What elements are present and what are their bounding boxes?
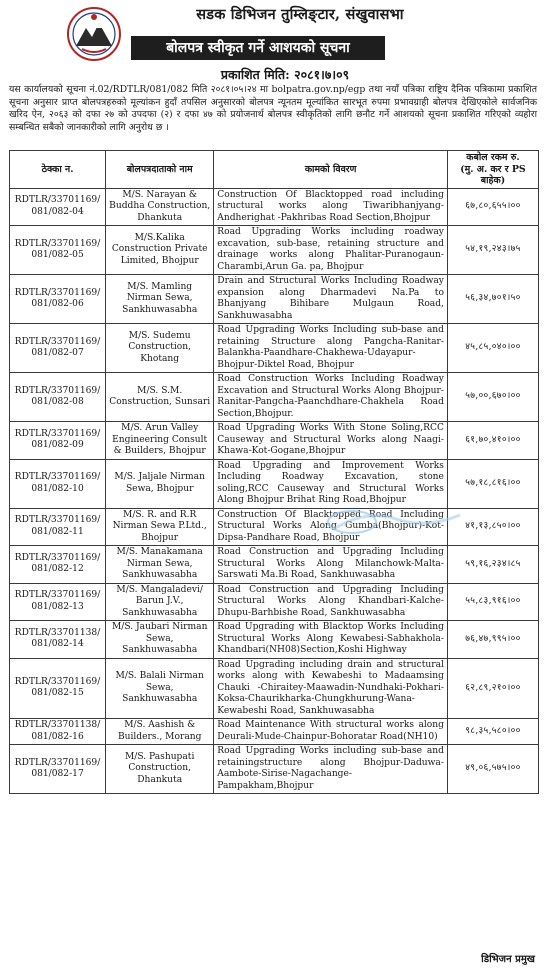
header-bidder-name: बोलपत्रदाताको नाम <box>106 151 214 189</box>
table-row <box>10 745 539 794</box>
bid-amount-cell: ६७,८०,६५५।०० <box>447 188 538 226</box>
table-row <box>10 422 539 460</box>
tender-no-cell: RDTLR/33701169/ 081/082-15 <box>10 658 106 719</box>
intro-paragraph: यस कार्यालयको सूचना नं.02/RDTLR/081/082 मिति २०८१।०५।२४ मा bolpatra.gov.np/egp तथा नयाँ पत्रिका राष्ट्रिय दैनिक पत्रिकामा प्रकाशित सूचना अनुसार प्राप्त बोलपत्रहरुको मूल्यांकन हुदाँ तपसिल अनुसारको बोलपत्र न्यूनतम मूल्यांकित सारभूत रुपमा प्रभावग्राही बोलपत्र देखिएकोले सार्वजनिक खरिद ऐन, २०६३ को दफा २७ को उपदफा (२) र दफा ४७ को प्रयोजनार्थ बोलपत्र स्वीकृतिको लागि छनौट गर्ने आशयको सूचना प्रकाशित गरिएको व्यहोरा सम्बन्धित सबैको जानकारीको लागि अनुरोध छ । <box>9 84 537 133</box>
bid-amount-cell: ५६,३४,७०१।५० <box>447 275 538 324</box>
bidder-name-cell: M/S. Arun Valley Engineering Consult & Builders, Bhojpur <box>106 422 214 460</box>
bid-amount-cell: ४९,०६,५७५।०० <box>447 745 538 794</box>
tender-no-cell: RDTLR/33701169/ 081/082-06 <box>10 275 106 324</box>
bidder-name-cell: M/S. Jaubari Nirman Sewa, Sankhuwasabha <box>106 621 214 659</box>
work-description-cell: Road Upgrading Works including roadway excavation, sub-base, retaining structure and drainage works along Phalitar-Puranogaun-Charambi,Arun Ga. pa, Bhojpur <box>214 226 448 275</box>
awarded-bids-table <box>9 150 539 794</box>
bidder-name-cell: M/S. S.M. Construction, Sunsari <box>106 373 214 422</box>
header-bid-amount <box>447 151 538 189</box>
table-row <box>10 226 539 275</box>
work-description-cell: Road Upgrading with Blacktop Works Including Structural Works Along Kewabesi-Sabhakhola-Khandbari(NH08)Section,Koshi Highway <box>214 621 448 659</box>
table-row <box>10 324 539 373</box>
bidder-name-cell: M/S. Balali Nirman Sewa, Sankhuwasabha <box>106 658 214 719</box>
table-row <box>10 373 539 422</box>
table-row <box>10 275 539 324</box>
bid-amount-cell: ६१,७०,४१०।०० <box>447 422 538 460</box>
bidder-name-cell: M/S. Sudemu Construction, Khotang <box>106 324 214 373</box>
notice-title-banner: बोलपत्र स्वीकृत गर्ने आशयको सूचना <box>131 36 385 60</box>
work-description-cell: Road Upgrading including drain and structural works along with Kewabeshi to Madaamsing Chauki -Chiraitey-Maawadin-Nundhaki-Pokhari-Koksa-Chaurikharka-Chungkhurung-Wana-Kewabeshi Road, Sankhuwasabha <box>214 658 448 719</box>
bidder-name-cell: M/S. Narayan & Buddha Construction, Dhankuta <box>106 188 214 226</box>
tender-no-cell: RDTLR/33701169/ 081/082-17 <box>10 745 106 794</box>
header-amount-line1: कबोल रकम रु. <box>466 152 520 163</box>
tender-no-cell: RDTLR/33701169/ 081/082-05 <box>10 226 106 275</box>
work-description-cell: Road Upgrading Works With Stone Soling,RCC Causeway and Structural Works along Naagi-Khawa-Kot-Gogane,Bhojpur <box>214 422 448 460</box>
bid-amount-cell: ६२,८९,२१०।०० <box>447 658 538 719</box>
bidder-name-cell: M/S.Kalika Construction Private Limited, Bhojpur <box>106 226 214 275</box>
tender-no-cell: RDTLR/33701169/ 081/082-12 <box>10 546 106 584</box>
tender-no-cell: RDTLR/33701169/ 081/082-09 <box>10 422 106 460</box>
work-description-cell: Construction Of Blacktopped Road Including Structural Works Along Gumba(Bhojpur)-Kot-Dipsa-Pandhare Road, Bhojpur <box>214 508 448 546</box>
bidder-name-cell: M/S. Jaljale Nirman Sewa, Bhojpur <box>106 459 214 508</box>
bid-amount-cell: ५५,८३,९१६।०० <box>447 583 538 621</box>
bidder-name-cell: M/S. Aashish & Builders., Morang <box>106 719 214 745</box>
tender-no-cell: RDTLR/33701138/ 081/082-16 <box>10 719 106 745</box>
tender-no-cell: RDTLR/33701138/ 081/082-14 <box>10 621 106 659</box>
work-description-cell: Road Upgrading Works including sub-base and retainingstructure along Bhojpur-Daduwa-Aambote-Sirise-Nagachange-Pampakham,Bhojpur <box>214 745 448 794</box>
table-row <box>10 719 539 745</box>
published-date: प्रकाशित मिति: २०८१।७।०९ <box>220 67 350 82</box>
tender-no-cell: RDTLR/33701169/ 081/082-11 <box>10 508 106 546</box>
bid-amount-cell: ५४,१९,२४३।७५ <box>447 226 538 275</box>
bid-amount-cell: ४५,८५,०४०।०० <box>447 324 538 373</box>
table-row <box>10 188 539 226</box>
work-description-cell: Road Upgrading Works Including sub-base and retaining Structure along Pangcha-Ranitar-Balankha-Paandhare-Chakhewa-Udayapur-Bhojpur-Diktel Road, Bhojpur <box>214 324 448 373</box>
work-description-cell: Road Upgrading and Improvement Works Including Roadway Excavation, stone soling,RCC Causeway and Structural Works Along Bhojpur Brihat Ring Road,Bhojpur <box>214 459 448 508</box>
bidder-name-cell: M/S. Mamling Nirman Sewa, Sankhuwasabha <box>106 275 214 324</box>
work-description-cell: Road Construction and Upgrading Including Structural Works Along Milanchowk-Malta-Sarswati Ma.Bi Road, Sankhuwasabha <box>214 546 448 584</box>
tender-no-cell: RDTLR/33701169/ 081/082-08 <box>10 373 106 422</box>
table-row <box>10 583 539 621</box>
table-header-row <box>10 151 539 189</box>
work-description-cell: Road Maintenance With structural works along Deurali-Mude-Chainpur-Bohoratar Road(NH10) <box>214 719 448 745</box>
bid-amount-cell: ९८,३५,५८०।०० <box>447 719 538 745</box>
bidder-name-cell: M/S. R. and R.R Nirman Sewa P.Ltd., Bhojpur <box>106 508 214 546</box>
header-work-description: कामको विवरण <box>214 151 448 189</box>
table-row <box>10 508 539 546</box>
bid-amount-cell: ५७,००,६७०।०० <box>447 373 538 422</box>
tender-no-cell: RDTLR/33701169/ 081/082-04 <box>10 188 106 226</box>
work-description-cell: Road Construction Works Including Roadway Excavation and Structural Works Along Bhojpur-Ranitar-Pangcha-Paanchdhare-Chakhela Road Section,Bhojpur. <box>214 373 448 422</box>
bid-amount-cell: ४१,१३,८५०।०० <box>447 508 538 546</box>
bid-amount-cell: ५७,१८,८१६।०० <box>447 459 538 508</box>
work-description-cell: Road Construction and Upgrading Including Structural Works Along Khandbari-Kalche-Dhupu-Barhbishe Road, Sankhuwasabha <box>214 583 448 621</box>
government-emblem-icon <box>66 6 122 62</box>
header-tender-no: ठेक्का न. <box>10 151 106 189</box>
bidder-name-cell: M/S. Pashupati Construction, Dhankuta <box>106 745 214 794</box>
table-row <box>10 658 539 719</box>
tender-no-cell: RDTLR/33701169/ 081/082-10 <box>10 459 106 508</box>
bidder-name-cell: M/S. Manakamana Nirman Sewa, Sankhuwasabha <box>106 546 214 584</box>
tender-no-cell: RDTLR/33701169/ 081/082-13 <box>10 583 106 621</box>
office-title: सडक डिभिजन तुम्लिङ्टार, संखुवासभा <box>196 6 404 23</box>
tender-no-cell: RDTLR/33701169/ 081/082-07 <box>10 324 106 373</box>
table-row <box>10 546 539 584</box>
table-row <box>10 621 539 659</box>
bid-amount-cell: ७६,४७,९९५।०० <box>447 621 538 659</box>
table-row <box>10 459 539 508</box>
work-description-cell: Drain and Structural Works Including Roadway expansion along Dharmadevi Na.Pa to Bhanjyang Bihibare Mulgaun Road, Sankhuwasabha <box>214 275 448 324</box>
bid-amount-cell: ५९,१६,२३४।८५ <box>447 546 538 584</box>
signature-division-chief: डिभिजन प्रमुख <box>481 954 535 965</box>
work-description-cell: Construction Of Blacktopped road including structural works along Tiwaribhanjyang-Andherighat -Pakhribas Road Section,Bhojpur <box>214 188 448 226</box>
header-amount-line2: (मु. अ. कर र PS बाहेक) <box>460 163 526 186</box>
bidder-name-cell: M/S. Mangaladevi/ Barun J.V., Sankhuwasabha <box>106 583 214 621</box>
